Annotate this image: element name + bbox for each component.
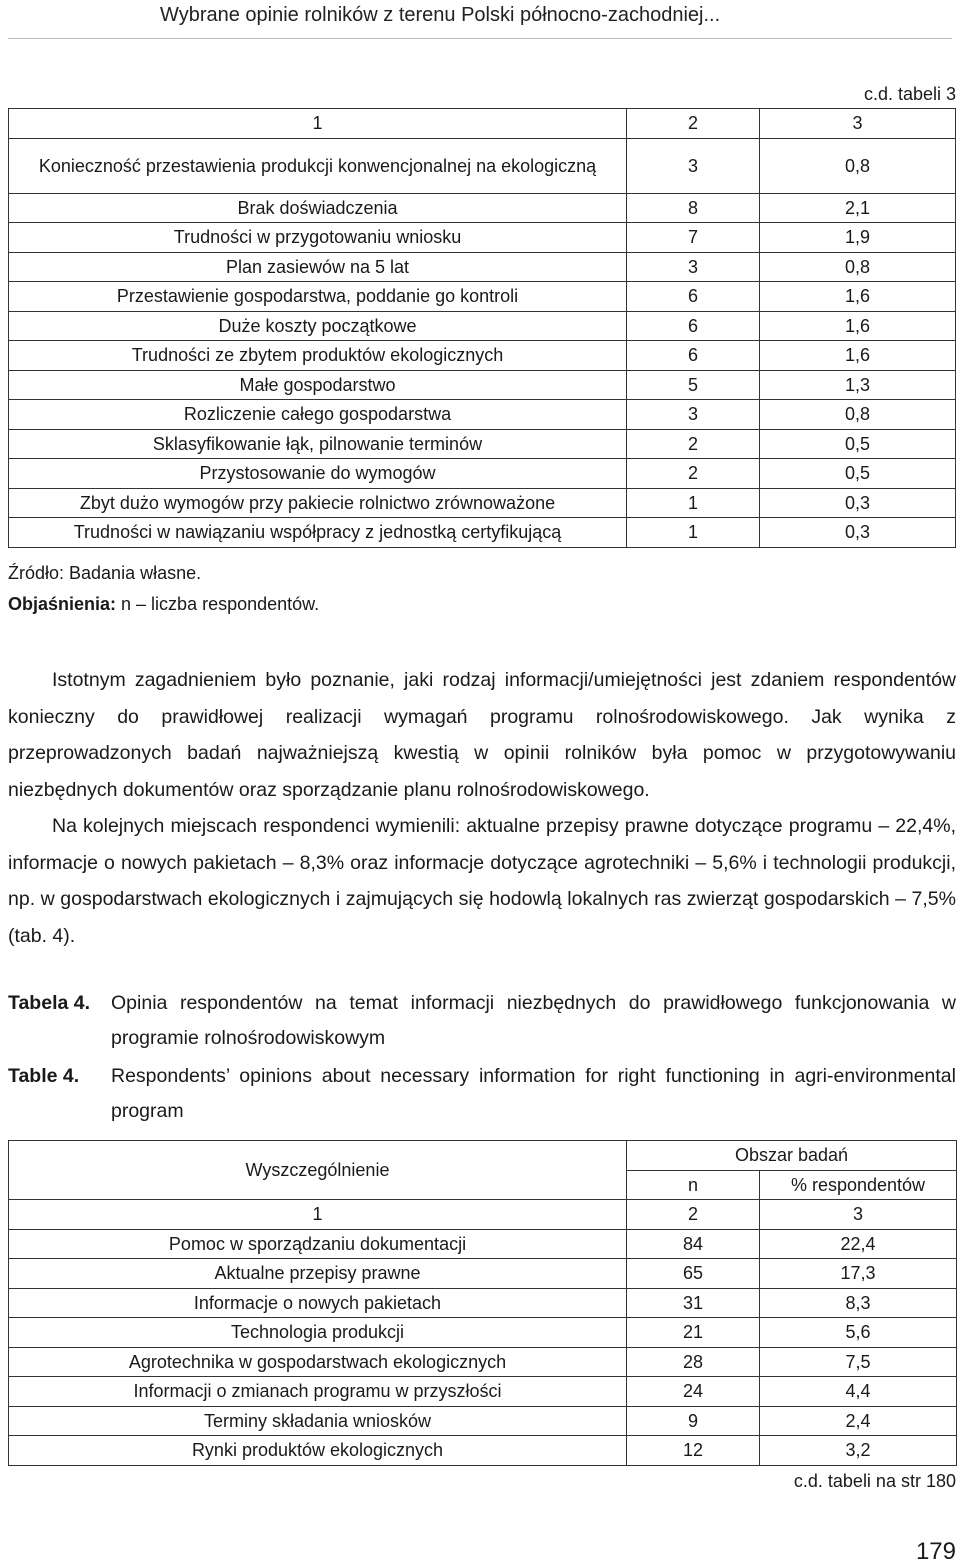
row-pct: 0,8 <box>760 400 956 430</box>
running-header: Wybrane opinie rolników z terenu Polski północno-zachodniej... <box>160 4 721 26</box>
paragraph: Na kolejnych miejscach respondenci wymienili: aktualne przepisy prawne dotyczące programu – 22,4%, informacje o nowych pakietach – 8,3% oraz informacje dotyczące agrotechniki – 5,6% i technologii produkcji, np. w gospodarstwach ekologicznych i zajmujących się hodowlą lokalnych ras zwierząt gospodarskich – 7,5% (tab. 4). <box>8 815 956 947</box>
table4-column-numbers <box>9 1200 957 1230</box>
row-pct: 1,6 <box>760 282 956 312</box>
row-label: Duże koszty początkowe <box>9 311 627 341</box>
row-pct: 0,3 <box>760 488 956 518</box>
row-n: 1 <box>627 518 760 548</box>
table-row <box>9 1347 957 1377</box>
row-label: Przestawienie gospodarstwa, poddanie go kontroli <box>9 282 627 312</box>
row-label: Trudności w nawiązaniu współpracy z jednostką certyfikującą <box>9 518 627 548</box>
table3-continuation-note: c.d. tabeli 3 <box>863 84 956 104</box>
row-n: 28 <box>627 1347 760 1377</box>
table-row <box>9 518 956 548</box>
row-n: 5 <box>627 370 760 400</box>
col-number: 1 <box>9 109 627 139</box>
table-row <box>9 1377 957 1407</box>
row-label: Konieczność przestawienia produkcji konwencjonalnej na ekologiczną <box>9 138 627 193</box>
table3-notes <box>8 558 319 620</box>
table4-header-row <box>9 1141 957 1171</box>
row-pct: 1,6 <box>760 341 956 371</box>
col-number: 3 <box>760 109 956 139</box>
row-n: 3 <box>627 138 760 193</box>
row-n: 65 <box>627 1259 760 1289</box>
row-label: Aktualne przepisy prawne <box>9 1259 627 1289</box>
table-row <box>9 400 956 430</box>
table4-caption-en <box>8 1059 956 1129</box>
row-n: 7 <box>627 223 760 253</box>
row-pct: 0,5 <box>760 429 956 459</box>
body-text <box>8 662 956 954</box>
table-row <box>9 252 956 282</box>
row-pct: 0,3 <box>760 518 956 548</box>
row-pct: 22,4 <box>760 1229 957 1259</box>
row-label: Trudności w przygotowaniu wniosku <box>9 223 627 253</box>
table-row <box>9 223 956 253</box>
table4 <box>8 1140 957 1466</box>
table4-caption-pl <box>8 986 956 1056</box>
table4-continuation-note: c.d. tabeli na str 180 <box>793 1471 956 1491</box>
table-row <box>9 1259 957 1289</box>
header-n: n <box>627 1170 760 1200</box>
row-n: 6 <box>627 311 760 341</box>
table-row <box>9 311 956 341</box>
table3-column-numbers <box>9 109 956 139</box>
table-row <box>9 488 956 518</box>
row-n: 3 <box>627 400 760 430</box>
row-pct: 0,8 <box>760 252 956 282</box>
table-row <box>9 370 956 400</box>
table-row <box>9 1318 957 1348</box>
row-label: Pomoc w sporządzaniu dokumentacji <box>9 1229 627 1259</box>
row-pct: 17,3 <box>760 1259 957 1289</box>
caption-label: Table 4. <box>8 1065 80 1087</box>
row-n: 1 <box>627 488 760 518</box>
row-label: Brak doświadczenia <box>9 193 627 223</box>
table-row <box>9 1406 957 1436</box>
row-n: 8 <box>627 193 760 223</box>
row-n: 6 <box>627 341 760 371</box>
row-label: Sklasyfikowanie łąk, pilnowanie terminów <box>9 429 627 459</box>
row-pct: 7,5 <box>760 1347 957 1377</box>
row-label: Zbyt dużo wymogów przy pakiecie rolnictwo zrównoważone <box>9 488 627 518</box>
row-pct: 0,8 <box>760 138 956 193</box>
row-n: 6 <box>627 282 760 312</box>
row-n: 2 <box>627 459 760 489</box>
explanation-label: Objaśnienia: <box>8 594 117 614</box>
col-number: 2 <box>627 1200 760 1230</box>
row-pct: 5,6 <box>760 1318 957 1348</box>
header-area: Obszar badań <box>627 1141 957 1171</box>
row-n: 9 <box>627 1406 760 1436</box>
table-row <box>9 1436 957 1466</box>
source-note: Źródło: Badania własne. <box>8 563 202 583</box>
row-pct: 4,4 <box>760 1377 957 1407</box>
table-row <box>9 138 956 193</box>
header-spec: Wyszczególnienie <box>9 1141 627 1200</box>
row-pct: 2,4 <box>760 1406 957 1436</box>
col-number: 2 <box>627 109 760 139</box>
row-pct: 1,9 <box>760 223 956 253</box>
row-n: 21 <box>627 1318 760 1348</box>
table-row <box>9 282 956 312</box>
table-row <box>9 429 956 459</box>
row-label: Plan zasiewów na 5 lat <box>9 252 627 282</box>
explanation-note <box>8 589 319 620</box>
caption-text: Respondents’ opinions about necessary information for right functioning in agri-environmental program <box>111 1065 956 1122</box>
caption-label: Tabela 4. <box>8 992 91 1014</box>
row-label: Technologia produkcji <box>9 1318 627 1348</box>
row-n: 31 <box>627 1288 760 1318</box>
header-divider <box>8 38 952 39</box>
row-n: 12 <box>627 1436 760 1466</box>
col-number: 3 <box>760 1200 957 1230</box>
row-pct: 1,6 <box>760 311 956 341</box>
table-row <box>9 459 956 489</box>
row-n: 2 <box>627 429 760 459</box>
row-label: Trudności ze zbytem produktów ekologicznych <box>9 341 627 371</box>
paragraph: Istotnym zagadnieniem było poznanie, jaki rodzaj informacji/umiejętności jest zdaniem respondentów konieczny do prawidłowej realizacji wymagań programu rolnośrodowiskowego. Jak wynika z przeprowadzonych badań najważniejszą kwestią w opinii rolników była pomoc w przygotowywaniu niezbędnych dokumentów oraz sporządzanie planu rolnośrodowiskowego. <box>8 669 956 801</box>
header-pct: % respondentów <box>760 1170 957 1200</box>
table-row <box>9 341 956 371</box>
row-label: Małe gospodarstwo <box>9 370 627 400</box>
explanation-text: n – liczba respondentów. <box>116 594 320 614</box>
page-number: 179 <box>915 1538 956 1565</box>
row-label: Informacji o zmianach programu w przyszłości <box>9 1377 627 1407</box>
table-row <box>9 1229 957 1259</box>
table3 <box>8 108 956 548</box>
row-label: Rozliczenie całego gospodarstwa <box>9 400 627 430</box>
row-pct: 2,1 <box>760 193 956 223</box>
table-row <box>9 1288 957 1318</box>
row-n: 24 <box>627 1377 760 1407</box>
row-label: Agrotechnika w gospodarstwach ekologicznych <box>9 1347 627 1377</box>
caption-text: Opinia respondentów na temat informacji niezbędnych do prawidłowego funkcjonowania w programie rolnośrodowiskowym <box>111 992 956 1049</box>
col-number: 1 <box>9 1200 627 1230</box>
row-label: Terminy składania wniosków <box>9 1406 627 1436</box>
row-pct: 3,2 <box>760 1436 957 1466</box>
row-label: Przystosowanie do wymogów <box>9 459 627 489</box>
row-n: 84 <box>627 1229 760 1259</box>
row-pct: 1,3 <box>760 370 956 400</box>
row-pct: 0,5 <box>760 459 956 489</box>
row-n: 3 <box>627 252 760 282</box>
row-pct: 8,3 <box>760 1288 957 1318</box>
table-row <box>9 193 956 223</box>
row-label: Informacje o nowych pakietach <box>9 1288 627 1318</box>
row-label: Rynki produktów ekologicznych <box>9 1436 627 1466</box>
